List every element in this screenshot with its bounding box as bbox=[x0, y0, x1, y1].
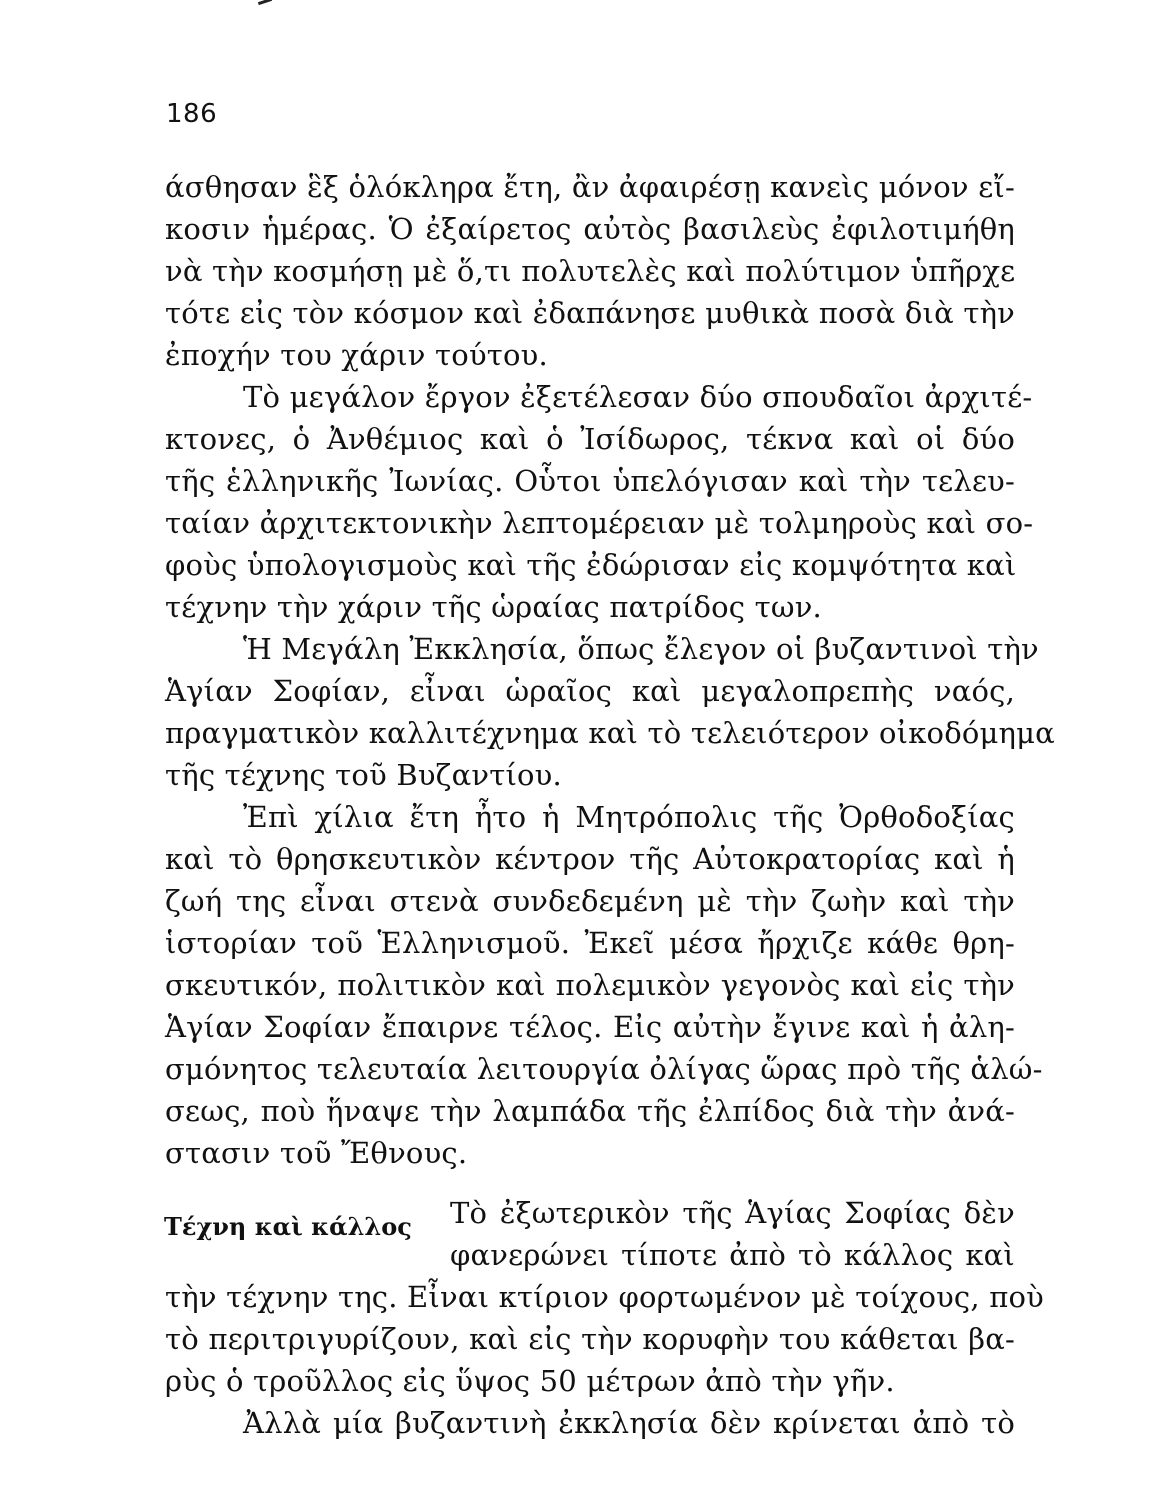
text-line: ἐποχήν του χάριν τούτου. bbox=[165, 338, 548, 372]
text-line: σεως, ποὺ ἥναψε τὴν λαμπάδα τῆς ἐλπίδος διὰ τὴν ἀνά- bbox=[165, 1094, 1015, 1128]
text-line: τέχνην τὴν χάριν τῆς ὡραίας πατρίδος των. bbox=[165, 590, 822, 624]
page-number: 186 bbox=[166, 99, 218, 129]
text-line: Ἡ Μεγάλη Ἐκκλησία, ὅπως ἔλεγον οἱ βυζαντινοὶ τὴν bbox=[243, 632, 1039, 666]
text-line: φανερώνει τίποτε ἀπὸ τὸ κάλλος καὶ bbox=[450, 1238, 1015, 1272]
text-line: άσθησαν ἓξ ὁλόκληρα ἔτη, ἂν ἀφαιρέσῃ κανεὶς μόνον εἴ- bbox=[165, 170, 1015, 204]
text-line: ζωή της εἶναι στενὰ συνδεδεμένη μὲ τὴν ζωὴν καὶ τὴν bbox=[165, 884, 1015, 918]
text-line: καὶ τὸ θρησκευτικὸν κέντρον τῆς Αὐτοκρατορίας καὶ ἡ bbox=[165, 842, 1015, 876]
text-line: ἱστορίαν τοῦ Ἑλληνισμοῦ. Ἐκεῖ μέσα ἤρχιζε κάθε θρη- bbox=[165, 926, 1015, 960]
text-line: πραγματικὸν καλλιτέχνημα καὶ τὸ τελειότερον οἰκοδόμημα bbox=[165, 716, 1055, 750]
text-line: σμόνητος τελευταία λειτουργία ὀλίγας ὥρας πρὸ τῆς ἁλώ- bbox=[165, 1052, 1043, 1086]
text-line: ρὺς ὁ τροῦλλος εἰς ὕψος 50 μέτρων ἀπὸ τὴν γῆν. bbox=[165, 1364, 895, 1398]
text-line: στασιν τοῦ Ἔθνους. bbox=[165, 1136, 468, 1170]
text-line: σκευτικόν, πολιτικὸν καὶ πολεμικὸν γεγονὸς καὶ εἰς τὴν bbox=[165, 968, 1015, 1002]
text-line: κτονες, ὁ Ἀνθέμιος καὶ ὁ Ἰσίδωρος, τέκνα καὶ οἱ δύο bbox=[165, 422, 1015, 456]
text-line: κοσιν ἡμέρας. Ὁ ἐξαίρετος αὐτὸς βασιλεὺς ἐφιλοτιμήθη bbox=[165, 212, 1015, 246]
text-line: Ἀλλὰ μία βυζαντινὴ ἐκκλησία δὲν κρίνεται ἀπὸ τὸ bbox=[243, 1406, 1015, 1440]
margin-heading: Τέχνη καὶ κάλλος bbox=[164, 1212, 412, 1241]
text-line: νὰ τὴν κοσμήσῃ μὲ ὅ,τι πολυτελὲς καὶ πολύτιμον ὑπῆρχε bbox=[165, 254, 1016, 288]
text-line: τὴν τέχνην της. Εἶναι κτίριον φορτωμένον μὲ τοίχους, ποὺ bbox=[165, 1280, 1044, 1314]
text-line: τὸ περιτριγυρίζουν, καὶ εἰς τὴν κορυφὴν του κάθεται βα- bbox=[165, 1322, 1015, 1356]
text-line: Τὸ μεγάλον ἔργον ἐξετέλεσαν δύο σπουδαῖοι ἀρχιτέ- bbox=[243, 380, 1033, 414]
text-line: ταίαν ἀρχιτεκτονικὴν λεπτομέρειαν μὲ τολμηροὺς καὶ σο- bbox=[165, 506, 1034, 540]
text-line: Ἁγίαν Σοφίαν ἔπαιρνε τέλος. Εἰς αὐτὴν ἔγινε καὶ ἡ ἀλη- bbox=[165, 1010, 1015, 1044]
text-line: τότε εἰς τὸν κόσμον καὶ ἐδαπάνησε μυθικὰ ποσὰ διὰ τὴν bbox=[165, 296, 1015, 330]
text-line: τῆς τέχνης τοῦ Βυζαντίου. bbox=[165, 758, 562, 792]
text-line: Ἁγίαν Σοφίαν, εἶναι ὡραῖος καὶ μεγαλοπρεπὴς ναός, bbox=[165, 674, 1015, 708]
text-line: Ἐπὶ χίλια ἔτη ἦτο ἡ Μητρόπολις τῆς Ὀρθοδοξίας bbox=[243, 800, 1015, 834]
text-line: φοὺς ὑπολογισμοὺς καὶ τῆς ἐδώρισαν εἰς κομψότητα καὶ bbox=[165, 548, 1017, 582]
text-line: Τὸ ἐξωτερικὸν τῆς Ἁγίας Σοφίας δὲν bbox=[450, 1196, 1015, 1230]
text-line: τῆς ἑλληνικῆς Ἰωνίας. Οὗτοι ὑπελόγισαν καὶ τὴν τελευ- bbox=[165, 464, 1015, 498]
